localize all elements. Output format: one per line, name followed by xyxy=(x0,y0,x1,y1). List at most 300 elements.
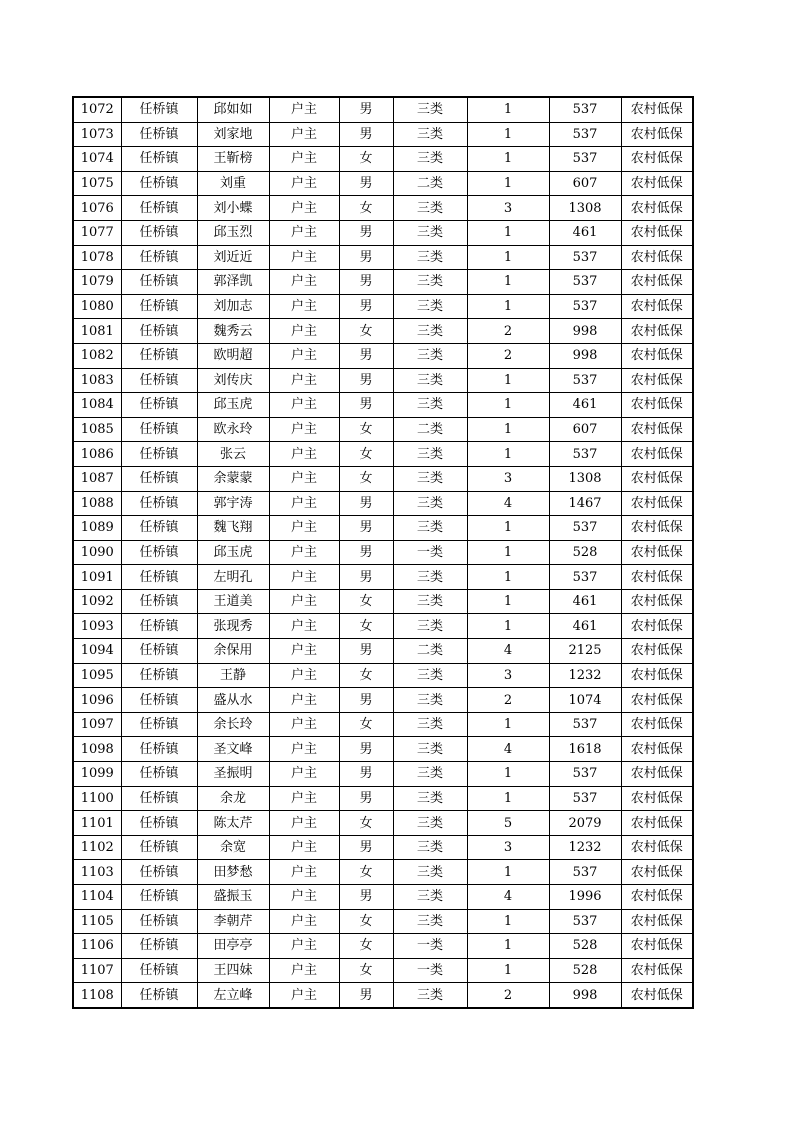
serial-number-cell: 1095 xyxy=(73,663,121,688)
gender-cell: 男 xyxy=(339,245,393,270)
table-row xyxy=(73,122,693,147)
household-size-cell: 2 xyxy=(467,343,549,368)
gender-cell: 男 xyxy=(339,688,393,713)
table-row xyxy=(73,491,693,516)
assistance-type-cell: 农村低保 xyxy=(621,860,693,885)
household-size-cell: 1 xyxy=(467,958,549,983)
amount-cell: 461 xyxy=(549,393,621,418)
amount-cell: 1074 xyxy=(549,688,621,713)
table-row xyxy=(73,220,693,245)
assistance-type-cell: 农村低保 xyxy=(621,516,693,541)
name-cell: 盛振玉 xyxy=(197,885,269,910)
category-cell: 二类 xyxy=(393,639,467,664)
relation-cell: 户主 xyxy=(269,958,339,983)
town-cell: 任桥镇 xyxy=(121,466,197,491)
household-size-cell: 3 xyxy=(467,835,549,860)
gender-cell: 男 xyxy=(339,786,393,811)
household-size-cell: 4 xyxy=(467,885,549,910)
category-cell: 二类 xyxy=(393,417,467,442)
amount-cell: 537 xyxy=(549,270,621,295)
relation-cell: 户主 xyxy=(269,589,339,614)
assistance-type-cell: 农村低保 xyxy=(621,712,693,737)
category-cell: 三类 xyxy=(393,270,467,295)
table-row xyxy=(73,885,693,910)
name-cell: 王静 xyxy=(197,663,269,688)
serial-number-cell: 1089 xyxy=(73,516,121,541)
relation-cell: 户主 xyxy=(269,171,339,196)
household-size-cell: 1 xyxy=(467,934,549,959)
table-row xyxy=(73,196,693,221)
table-row xyxy=(73,835,693,860)
serial-number-cell: 1105 xyxy=(73,909,121,934)
serial-number-cell: 1106 xyxy=(73,934,121,959)
amount-cell: 607 xyxy=(549,171,621,196)
household-size-cell: 1 xyxy=(467,442,549,467)
household-size-cell: 1 xyxy=(467,860,549,885)
table-row xyxy=(73,712,693,737)
assistance-type-cell: 农村低保 xyxy=(621,983,693,1008)
name-cell: 圣文峰 xyxy=(197,737,269,762)
household-size-cell: 2 xyxy=(467,983,549,1008)
relation-cell: 户主 xyxy=(269,688,339,713)
gender-cell: 女 xyxy=(339,909,393,934)
serial-number-cell: 1072 xyxy=(73,97,121,122)
relation-cell: 户主 xyxy=(269,639,339,664)
table-row xyxy=(73,811,693,836)
serial-number-cell: 1096 xyxy=(73,688,121,713)
table-row xyxy=(73,516,693,541)
relation-cell: 户主 xyxy=(269,393,339,418)
category-cell: 三类 xyxy=(393,885,467,910)
assistance-type-cell: 农村低保 xyxy=(621,196,693,221)
gender-cell: 男 xyxy=(339,516,393,541)
relation-cell: 户主 xyxy=(269,343,339,368)
town-cell: 任桥镇 xyxy=(121,762,197,787)
serial-number-cell: 1082 xyxy=(73,343,121,368)
assistance-type-cell: 农村低保 xyxy=(621,663,693,688)
town-cell: 任桥镇 xyxy=(121,565,197,590)
amount-cell: 537 xyxy=(549,97,621,122)
name-cell: 邱如如 xyxy=(197,97,269,122)
town-cell: 任桥镇 xyxy=(121,811,197,836)
gender-cell: 男 xyxy=(339,565,393,590)
serial-number-cell: 1076 xyxy=(73,196,121,221)
table-row xyxy=(73,983,693,1008)
gender-cell: 男 xyxy=(339,368,393,393)
relation-cell: 户主 xyxy=(269,614,339,639)
table-row xyxy=(73,294,693,319)
name-cell: 欧永玲 xyxy=(197,417,269,442)
town-cell: 任桥镇 xyxy=(121,860,197,885)
amount-cell: 1467 xyxy=(549,491,621,516)
assistance-type-cell: 农村低保 xyxy=(621,589,693,614)
name-cell: 盛从水 xyxy=(197,688,269,713)
name-cell: 张云 xyxy=(197,442,269,467)
household-size-cell: 1 xyxy=(467,762,549,787)
household-size-cell: 5 xyxy=(467,811,549,836)
name-cell: 王四妹 xyxy=(197,958,269,983)
relation-cell: 户主 xyxy=(269,983,339,1008)
assistance-type-cell: 农村低保 xyxy=(621,540,693,565)
amount-cell: 537 xyxy=(549,122,621,147)
assistance-type-cell: 农村低保 xyxy=(621,245,693,270)
table-row xyxy=(73,270,693,295)
assistance-type-cell: 农村低保 xyxy=(621,958,693,983)
household-size-cell: 1 xyxy=(467,712,549,737)
relation-cell: 户主 xyxy=(269,220,339,245)
gender-cell: 男 xyxy=(339,835,393,860)
town-cell: 任桥镇 xyxy=(121,97,197,122)
town-cell: 任桥镇 xyxy=(121,294,197,319)
serial-number-cell: 1107 xyxy=(73,958,121,983)
category-cell: 三类 xyxy=(393,442,467,467)
table-row xyxy=(73,639,693,664)
gender-cell: 男 xyxy=(339,171,393,196)
gender-cell: 男 xyxy=(339,762,393,787)
assistance-type-cell: 农村低保 xyxy=(621,909,693,934)
gender-cell: 女 xyxy=(339,712,393,737)
relation-cell: 户主 xyxy=(269,540,339,565)
name-cell: 邱玉虎 xyxy=(197,393,269,418)
household-size-cell: 3 xyxy=(467,663,549,688)
serial-number-cell: 1100 xyxy=(73,786,121,811)
name-cell: 张现秀 xyxy=(197,614,269,639)
category-cell: 三类 xyxy=(393,319,467,344)
assistance-type-cell: 农村低保 xyxy=(621,835,693,860)
category-cell: 三类 xyxy=(393,368,467,393)
assistance-type-cell: 农村低保 xyxy=(621,343,693,368)
amount-cell: 537 xyxy=(549,762,621,787)
table-row xyxy=(73,171,693,196)
gender-cell: 女 xyxy=(339,934,393,959)
table-row xyxy=(73,368,693,393)
assistance-type-cell: 农村低保 xyxy=(621,466,693,491)
serial-number-cell: 1101 xyxy=(73,811,121,836)
serial-number-cell: 1083 xyxy=(73,368,121,393)
category-cell: 三类 xyxy=(393,860,467,885)
amount-cell: 528 xyxy=(549,958,621,983)
name-cell: 左立峰 xyxy=(197,983,269,1008)
gender-cell: 男 xyxy=(339,983,393,1008)
category-cell: 三类 xyxy=(393,786,467,811)
gender-cell: 男 xyxy=(339,885,393,910)
town-cell: 任桥镇 xyxy=(121,417,197,442)
table-row xyxy=(73,319,693,344)
name-cell: 邱玉烈 xyxy=(197,220,269,245)
gender-cell: 女 xyxy=(339,442,393,467)
category-cell: 三类 xyxy=(393,516,467,541)
serial-number-cell: 1087 xyxy=(73,466,121,491)
category-cell: 一类 xyxy=(393,934,467,959)
town-cell: 任桥镇 xyxy=(121,934,197,959)
household-size-cell: 1 xyxy=(467,565,549,590)
serial-number-cell: 1079 xyxy=(73,270,121,295)
town-cell: 任桥镇 xyxy=(121,319,197,344)
town-cell: 任桥镇 xyxy=(121,983,197,1008)
name-cell: 刘传庆 xyxy=(197,368,269,393)
category-cell: 三类 xyxy=(393,688,467,713)
household-size-cell: 4 xyxy=(467,639,549,664)
amount-cell: 537 xyxy=(549,147,621,172)
town-cell: 任桥镇 xyxy=(121,122,197,147)
amount-cell: 528 xyxy=(549,934,621,959)
household-size-cell: 1 xyxy=(467,270,549,295)
amount-cell: 1232 xyxy=(549,663,621,688)
amount-cell: 998 xyxy=(549,983,621,1008)
assistance-type-cell: 农村低保 xyxy=(621,786,693,811)
name-cell: 郭宇涛 xyxy=(197,491,269,516)
household-size-cell: 4 xyxy=(467,737,549,762)
household-size-cell: 1 xyxy=(467,368,549,393)
amount-cell: 537 xyxy=(549,712,621,737)
gender-cell: 男 xyxy=(339,343,393,368)
gender-cell: 男 xyxy=(339,122,393,147)
name-cell: 郭泽凯 xyxy=(197,270,269,295)
category-cell: 三类 xyxy=(393,835,467,860)
category-cell: 三类 xyxy=(393,343,467,368)
name-cell: 刘家地 xyxy=(197,122,269,147)
category-cell: 三类 xyxy=(393,196,467,221)
name-cell: 刘近近 xyxy=(197,245,269,270)
name-cell: 余长玲 xyxy=(197,712,269,737)
amount-cell: 537 xyxy=(549,516,621,541)
table-row xyxy=(73,958,693,983)
relation-cell: 户主 xyxy=(269,737,339,762)
table-row xyxy=(73,565,693,590)
household-size-cell: 1 xyxy=(467,614,549,639)
name-cell: 圣振明 xyxy=(197,762,269,787)
serial-number-cell: 1091 xyxy=(73,565,121,590)
name-cell: 左明孔 xyxy=(197,565,269,590)
household-size-cell: 1 xyxy=(467,122,549,147)
name-cell: 王靳榜 xyxy=(197,147,269,172)
amount-cell: 537 xyxy=(549,565,621,590)
gender-cell: 男 xyxy=(339,97,393,122)
category-cell: 三类 xyxy=(393,491,467,516)
gender-cell: 男 xyxy=(339,737,393,762)
town-cell: 任桥镇 xyxy=(121,245,197,270)
serial-number-cell: 1088 xyxy=(73,491,121,516)
household-size-cell: 1 xyxy=(467,171,549,196)
category-cell: 三类 xyxy=(393,614,467,639)
relation-cell: 户主 xyxy=(269,934,339,959)
town-cell: 任桥镇 xyxy=(121,614,197,639)
amount-cell: 998 xyxy=(549,319,621,344)
household-size-cell: 1 xyxy=(467,516,549,541)
table-row xyxy=(73,909,693,934)
amount-cell: 537 xyxy=(549,786,621,811)
household-size-cell: 1 xyxy=(467,589,549,614)
gender-cell: 女 xyxy=(339,319,393,344)
assistance-type-cell: 农村低保 xyxy=(621,393,693,418)
amount-cell: 537 xyxy=(549,294,621,319)
table-row xyxy=(73,147,693,172)
relation-cell: 户主 xyxy=(269,762,339,787)
gender-cell: 女 xyxy=(339,147,393,172)
name-cell: 余蒙蒙 xyxy=(197,466,269,491)
serial-number-cell: 1085 xyxy=(73,417,121,442)
gender-cell: 女 xyxy=(339,811,393,836)
category-cell: 二类 xyxy=(393,171,467,196)
serial-number-cell: 1098 xyxy=(73,737,121,762)
household-size-cell: 3 xyxy=(467,196,549,221)
amount-cell: 537 xyxy=(549,909,621,934)
relation-cell: 户主 xyxy=(269,712,339,737)
household-size-cell: 2 xyxy=(467,688,549,713)
serial-number-cell: 1081 xyxy=(73,319,121,344)
category-cell: 三类 xyxy=(393,811,467,836)
category-cell: 三类 xyxy=(393,147,467,172)
assistance-type-cell: 农村低保 xyxy=(621,885,693,910)
assistance-type-cell: 农村低保 xyxy=(621,417,693,442)
household-size-cell: 1 xyxy=(467,245,549,270)
gender-cell: 女 xyxy=(339,614,393,639)
household-size-cell: 1 xyxy=(467,97,549,122)
category-cell: 三类 xyxy=(393,294,467,319)
roster-body xyxy=(73,97,693,1008)
table-row xyxy=(73,245,693,270)
category-cell: 三类 xyxy=(393,909,467,934)
relation-cell: 户主 xyxy=(269,860,339,885)
serial-number-cell: 1077 xyxy=(73,220,121,245)
table-row xyxy=(73,786,693,811)
gender-cell: 女 xyxy=(339,196,393,221)
table-row xyxy=(73,737,693,762)
town-cell: 任桥镇 xyxy=(121,958,197,983)
assistance-type-cell: 农村低保 xyxy=(621,270,693,295)
relation-cell: 户主 xyxy=(269,147,339,172)
table-row xyxy=(73,417,693,442)
assistance-type-cell: 农村低保 xyxy=(621,565,693,590)
assistance-type-cell: 农村低保 xyxy=(621,171,693,196)
household-size-cell: 1 xyxy=(467,220,549,245)
relation-cell: 户主 xyxy=(269,196,339,221)
serial-number-cell: 1108 xyxy=(73,983,121,1008)
category-cell: 三类 xyxy=(393,220,467,245)
gender-cell: 女 xyxy=(339,663,393,688)
name-cell: 陈太芹 xyxy=(197,811,269,836)
gender-cell: 男 xyxy=(339,491,393,516)
table-row xyxy=(73,614,693,639)
serial-number-cell: 1093 xyxy=(73,614,121,639)
table-row xyxy=(73,934,693,959)
name-cell: 余宽 xyxy=(197,835,269,860)
category-cell: 一类 xyxy=(393,958,467,983)
town-cell: 任桥镇 xyxy=(121,270,197,295)
gender-cell: 女 xyxy=(339,860,393,885)
table-row xyxy=(73,540,693,565)
serial-number-cell: 1084 xyxy=(73,393,121,418)
name-cell: 王道美 xyxy=(197,589,269,614)
name-cell: 余保用 xyxy=(197,639,269,664)
relation-cell: 户主 xyxy=(269,909,339,934)
amount-cell: 1618 xyxy=(549,737,621,762)
table-row xyxy=(73,663,693,688)
assistance-type-cell: 农村低保 xyxy=(621,491,693,516)
category-cell: 三类 xyxy=(393,97,467,122)
amount-cell: 461 xyxy=(549,614,621,639)
assistance-type-cell: 农村低保 xyxy=(621,147,693,172)
serial-number-cell: 1099 xyxy=(73,762,121,787)
serial-number-cell: 1104 xyxy=(73,885,121,910)
assistance-type-cell: 农村低保 xyxy=(621,811,693,836)
category-cell: 三类 xyxy=(393,983,467,1008)
relation-cell: 户主 xyxy=(269,368,339,393)
relation-cell: 户主 xyxy=(269,270,339,295)
gender-cell: 男 xyxy=(339,294,393,319)
serial-number-cell: 1094 xyxy=(73,639,121,664)
amount-cell: 2079 xyxy=(549,811,621,836)
category-cell: 三类 xyxy=(393,712,467,737)
relation-cell: 户主 xyxy=(269,442,339,467)
serial-number-cell: 1078 xyxy=(73,245,121,270)
assistance-type-cell: 农村低保 xyxy=(621,97,693,122)
relation-cell: 户主 xyxy=(269,97,339,122)
town-cell: 任桥镇 xyxy=(121,835,197,860)
gender-cell: 女 xyxy=(339,466,393,491)
assistance-type-cell: 农村低保 xyxy=(621,762,693,787)
household-size-cell: 1 xyxy=(467,393,549,418)
household-size-cell: 1 xyxy=(467,147,549,172)
name-cell: 欧明超 xyxy=(197,343,269,368)
name-cell: 田梦愁 xyxy=(197,860,269,885)
assistance-type-cell: 农村低保 xyxy=(621,442,693,467)
assistance-type-cell: 农村低保 xyxy=(621,934,693,959)
gender-cell: 男 xyxy=(339,639,393,664)
assistance-type-cell: 农村低保 xyxy=(621,614,693,639)
relation-cell: 户主 xyxy=(269,294,339,319)
relation-cell: 户主 xyxy=(269,466,339,491)
category-cell: 三类 xyxy=(393,122,467,147)
amount-cell: 1308 xyxy=(549,196,621,221)
assistance-roster-table xyxy=(72,96,694,1009)
gender-cell: 女 xyxy=(339,958,393,983)
relation-cell: 户主 xyxy=(269,565,339,590)
relation-cell: 户主 xyxy=(269,245,339,270)
serial-number-cell: 1086 xyxy=(73,442,121,467)
assistance-type-cell: 农村低保 xyxy=(621,639,693,664)
amount-cell: 537 xyxy=(549,245,621,270)
amount-cell: 607 xyxy=(549,417,621,442)
town-cell: 任桥镇 xyxy=(121,688,197,713)
assistance-type-cell: 农村低保 xyxy=(621,368,693,393)
assistance-type-cell: 农村低保 xyxy=(621,319,693,344)
table-row xyxy=(73,343,693,368)
serial-number-cell: 1090 xyxy=(73,540,121,565)
relation-cell: 户主 xyxy=(269,319,339,344)
name-cell: 刘加志 xyxy=(197,294,269,319)
town-cell: 任桥镇 xyxy=(121,220,197,245)
name-cell: 刘小蝶 xyxy=(197,196,269,221)
amount-cell: 2125 xyxy=(549,639,621,664)
name-cell: 魏飞翔 xyxy=(197,516,269,541)
town-cell: 任桥镇 xyxy=(121,712,197,737)
amount-cell: 461 xyxy=(549,220,621,245)
category-cell: 三类 xyxy=(393,466,467,491)
amount-cell: 1996 xyxy=(549,885,621,910)
category-cell: 三类 xyxy=(393,762,467,787)
amount-cell: 537 xyxy=(549,860,621,885)
table-row xyxy=(73,860,693,885)
name-cell: 余龙 xyxy=(197,786,269,811)
relation-cell: 户主 xyxy=(269,835,339,860)
household-size-cell: 1 xyxy=(467,909,549,934)
assistance-type-cell: 农村低保 xyxy=(621,220,693,245)
town-cell: 任桥镇 xyxy=(121,639,197,664)
relation-cell: 户主 xyxy=(269,417,339,442)
gender-cell: 女 xyxy=(339,417,393,442)
name-cell: 田亭亭 xyxy=(197,934,269,959)
